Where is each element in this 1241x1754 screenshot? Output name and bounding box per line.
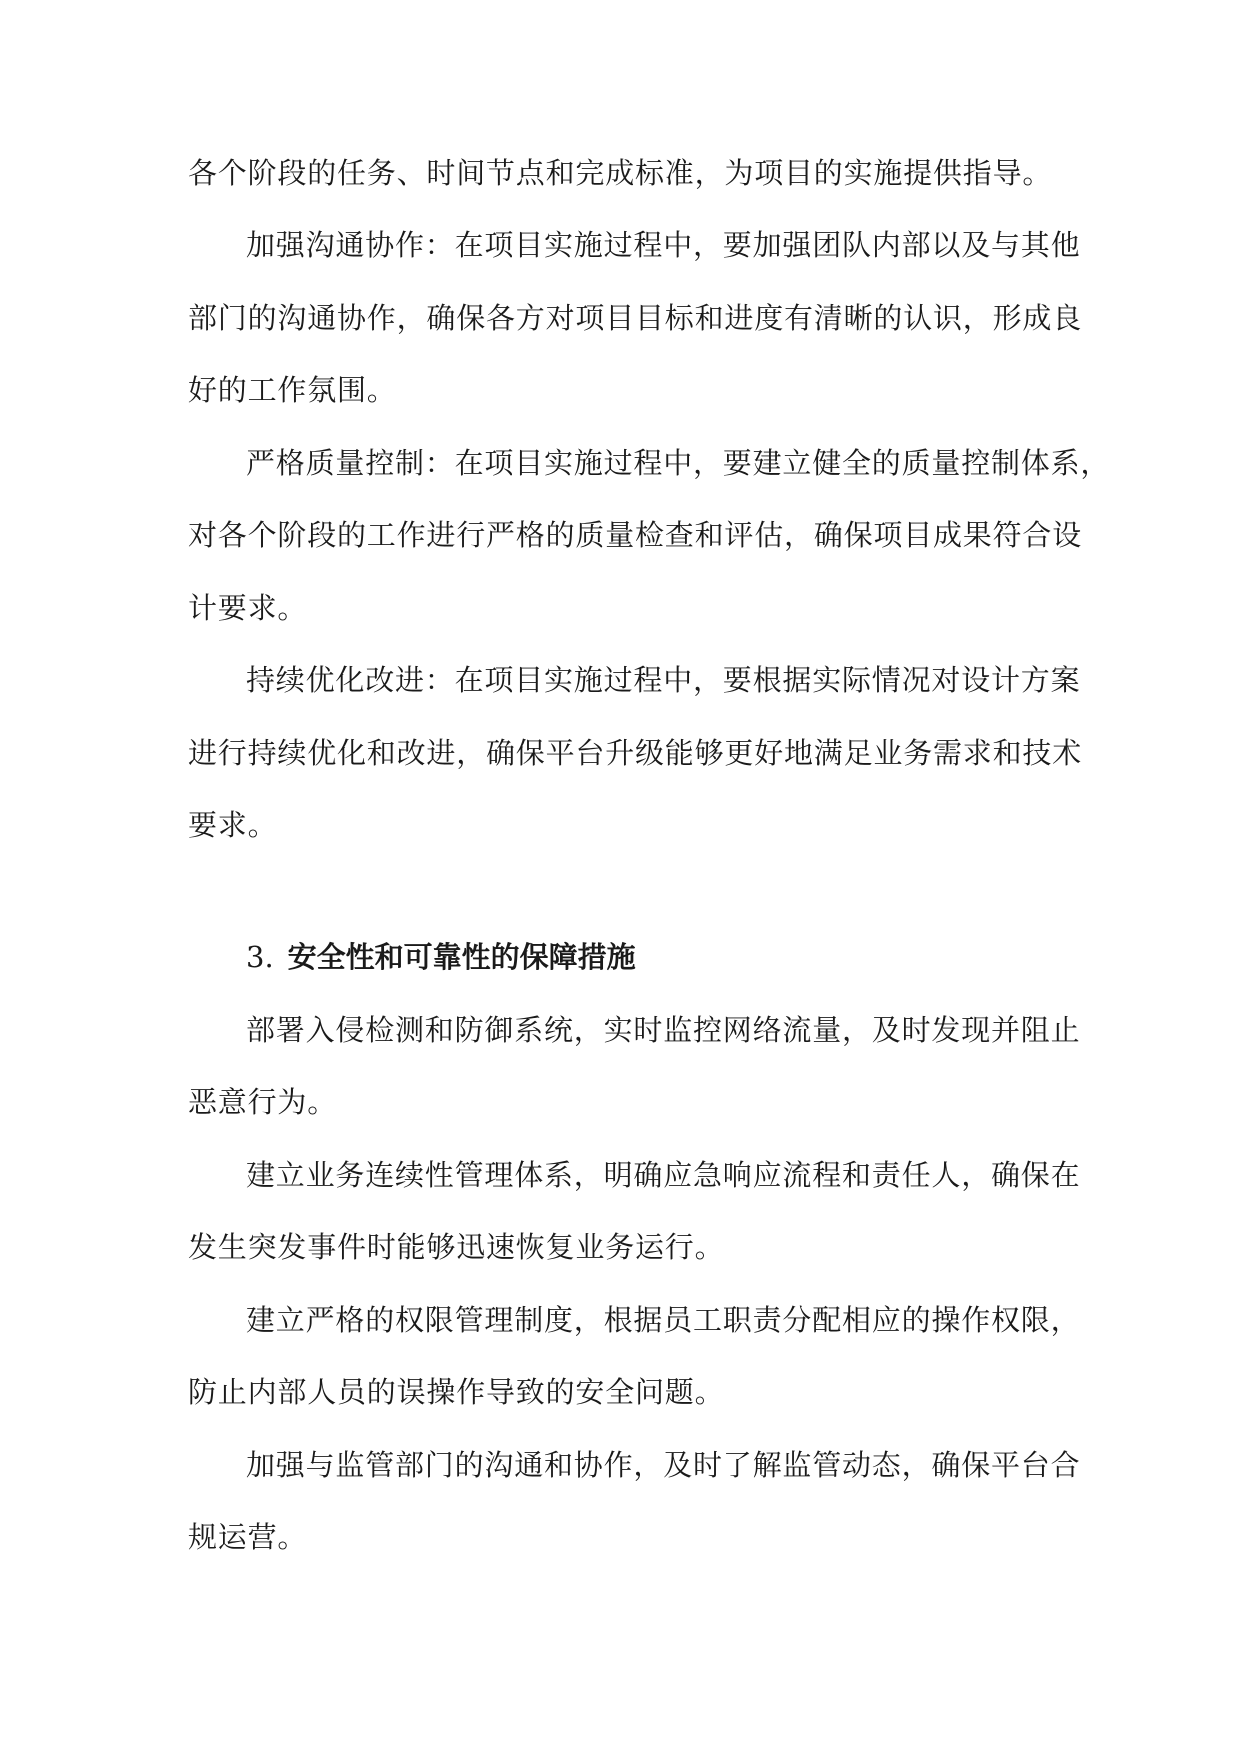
paragraph-line: 各个阶段的任务、时间节点和完成标准，为项目的实施提供指导。 bbox=[188, 156, 1053, 190]
paragraph-line: 持续优化改进：在项目实施过程中，要根据实际情况对设计方案 bbox=[246, 663, 1081, 697]
paragraph-line: 规运营。 bbox=[188, 1520, 308, 1554]
paragraph-line: 部署入侵检测和防御系统，实时监控网络流量，及时发现并阻止 bbox=[246, 1013, 1081, 1047]
paragraph-line: 计要求。 bbox=[188, 591, 308, 625]
paragraph-line: 部门的沟通协作，确保各方对项目目标和进度有清晰的认识，形成良 bbox=[188, 301, 1083, 335]
paragraph-line: 严格质量控制：在项目实施过程中，要建立健全的质量控制体系， bbox=[246, 446, 1111, 480]
paragraph-line: 加强与监管部门的沟通和协作，及时了解监管动态，确保平台合 bbox=[246, 1448, 1081, 1482]
section-heading bbox=[246, 937, 636, 977]
paragraph-line: 好的工作氛围。 bbox=[188, 373, 397, 407]
paragraph-line: 对各个阶段的工作进行严格的质量检查和评估，确保项目成果符合设 bbox=[188, 518, 1083, 552]
paragraph-line: 建立严格的权限管理制度，根据员工职责分配相应的操作权限， bbox=[246, 1303, 1081, 1337]
section-number: 3. bbox=[246, 940, 274, 974]
paragraph-line: 发生突发事件时能够迅速恢复业务运行。 bbox=[188, 1230, 725, 1264]
section-title: 安全性和可靠性的保障措施 bbox=[287, 940, 636, 974]
paragraph-line: 加强沟通协作：在项目实施过程中，要加强团队内部以及与其他 bbox=[246, 228, 1081, 262]
paragraph-line: 建立业务连续性管理体系，明确应急响应流程和责任人，确保在 bbox=[246, 1158, 1081, 1192]
paragraph-line: 要求。 bbox=[188, 808, 278, 842]
paragraph-line: 恶意行为。 bbox=[188, 1085, 338, 1119]
paragraph-line: 防止内部人员的误操作导致的安全问题。 bbox=[188, 1375, 725, 1409]
paragraph-line: 进行持续优化和改进，确保平台升级能够更好地满足业务需求和技术 bbox=[188, 736, 1083, 770]
